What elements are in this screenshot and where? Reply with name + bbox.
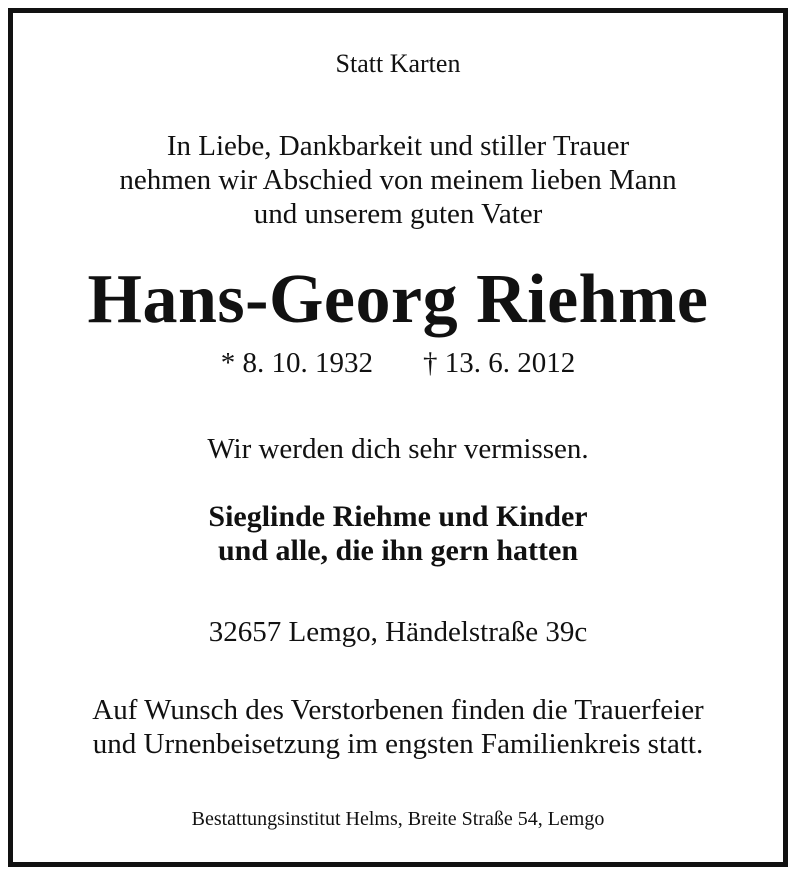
ceremony-line: und Urnenbeisetzung im engsten Familienkreis statt.	[92, 728, 704, 760]
family-address: 32657 Lemgo, Händelstraße 39c	[208, 616, 588, 648]
life-dates	[13, 347, 783, 380]
mourners-line: und alle, die ihn gern hatten	[217, 534, 579, 567]
mourners	[13, 500, 783, 568]
farewell-line: Wir werden dich sehr vermissen.	[207, 433, 589, 465]
ceremony-line: Auf Wunsch des Verstorbenen finden die Trauerfeier	[92, 694, 704, 726]
intro-line: In Liebe, Dankbarkeit und stiller Trauer	[166, 130, 630, 162]
intro-line: und unserem guten Vater	[253, 198, 543, 230]
undertaker-info: Bestattungsinstitut Helms, Breite Straße 54, Lemgo	[191, 808, 605, 830]
notice-heading: Statt Karten	[335, 49, 461, 78]
ceremony-notice	[13, 693, 783, 761]
intro-text	[13, 129, 783, 231]
birth-date: * 8. 10. 1932	[220, 347, 373, 379]
death-date: † 13. 6. 2012	[423, 347, 576, 379]
intro-line: nehmen wir Abschied von meinem lieben Mann	[119, 164, 677, 196]
obituary-notice	[8, 8, 788, 867]
mourners-line: Sieglinde Riehme und Kinder	[208, 500, 588, 533]
deceased-name: Hans-Georg Riehme	[87, 261, 709, 338]
